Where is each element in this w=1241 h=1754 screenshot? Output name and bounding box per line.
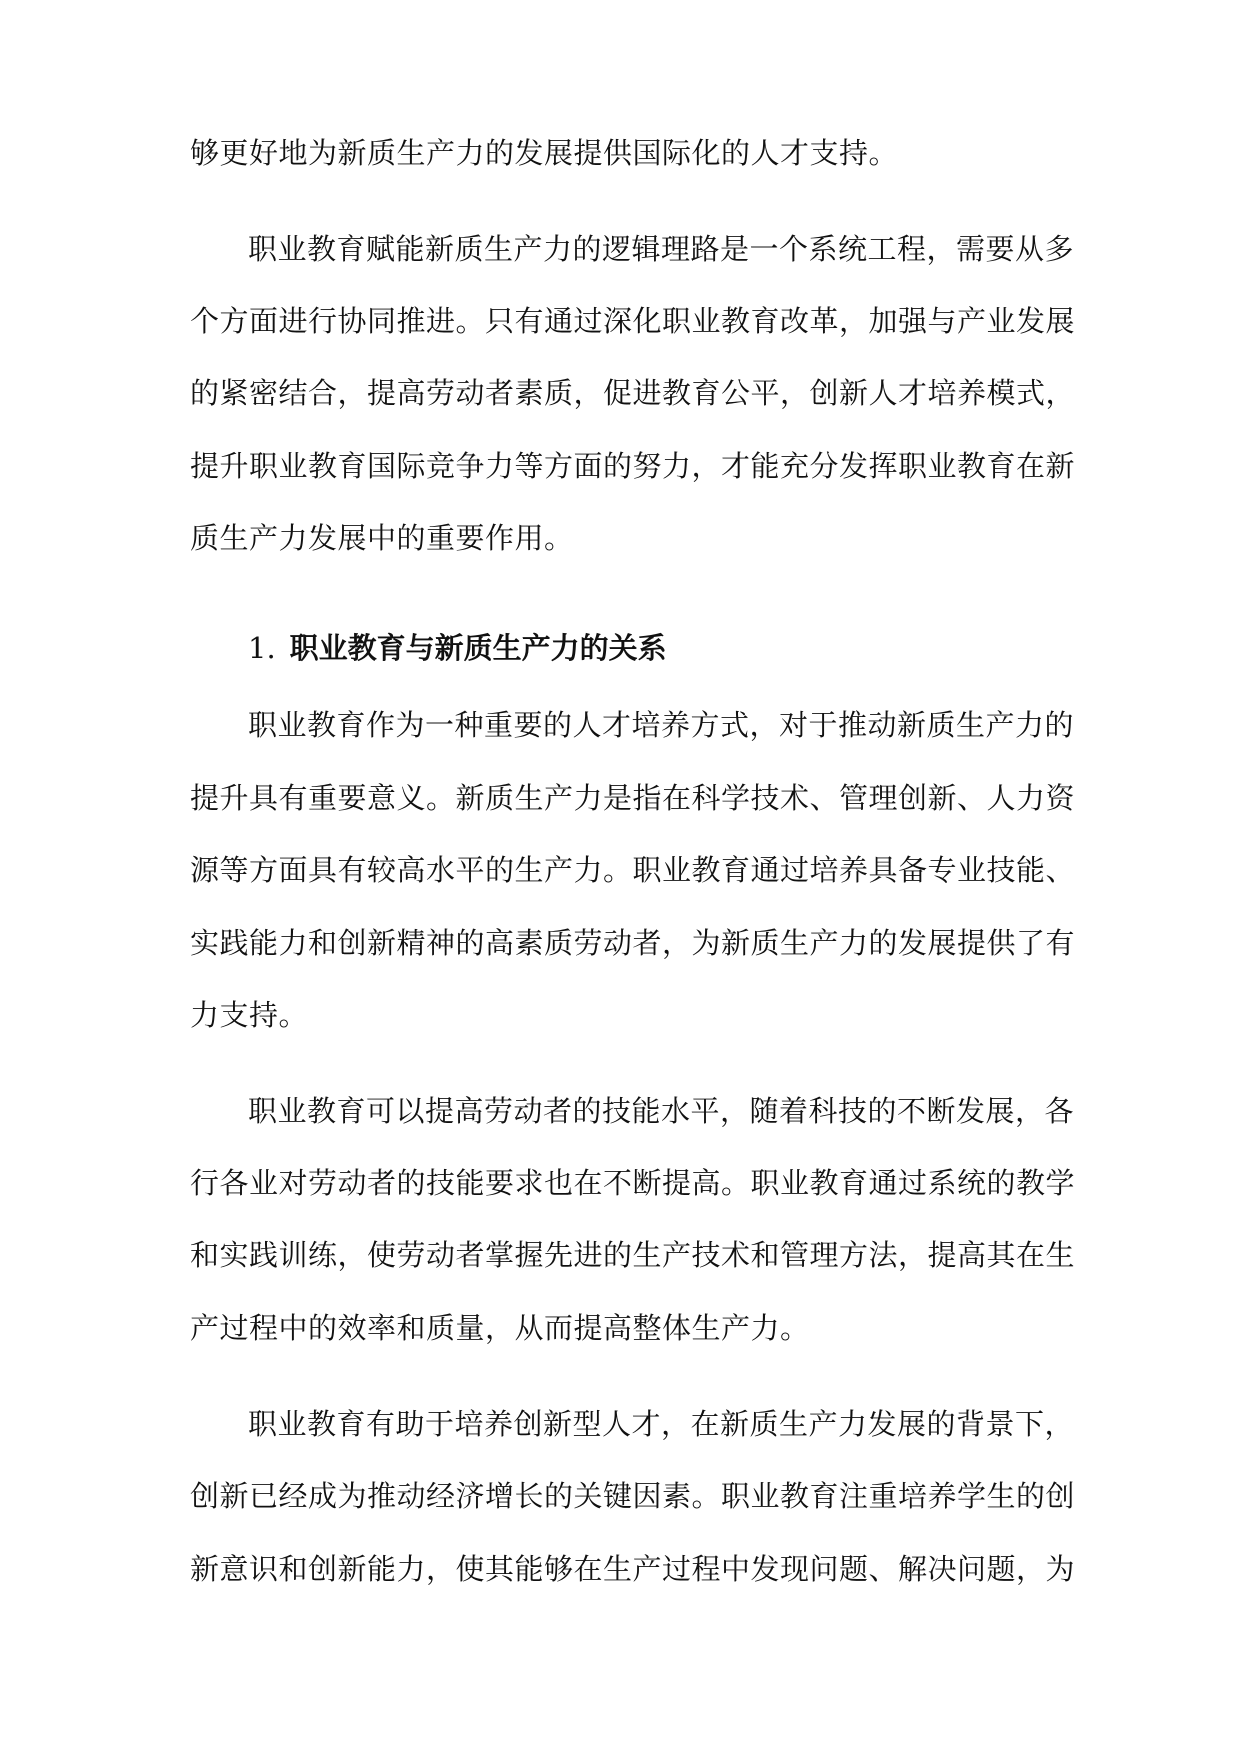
paragraph-line: 产过程中的效率和质量，从而提高整体生产力。 xyxy=(190,1311,810,1345)
paragraph-line: 实践能力和创新精神的高素质劳动者，为新质生产力的发展提供了有 xyxy=(190,926,1076,960)
section-heading xyxy=(248,628,667,668)
paragraph-line: 源等方面具有较高水平的生产力。职业教育通过培养具备专业技能、 xyxy=(190,853,1076,887)
paragraph-line: 行各业对劳动者的技能要求也在不断提高。职业教育通过系统的教学 xyxy=(190,1166,1076,1200)
paragraph-line: 个方面进行协同推进。只有通过深化职业教育改革，加强与产业发展 xyxy=(190,304,1076,338)
paragraph-line: 和实践训练，使劳动者掌握先进的生产技术和管理方法，提高其在生 xyxy=(190,1238,1076,1272)
paragraph-line: 够更好地为新质生产力的发展提供国际化的人才支持。 xyxy=(190,136,899,170)
paragraph-line: 创新已经成为推动经济增长的关键因素。职业教育注重培养学生的创 xyxy=(190,1479,1076,1513)
paragraph-line: 质生产力发展中的重要作用。 xyxy=(190,521,574,555)
paragraph-line: 的紧密结合，提高劳动者素质，促进教育公平，创新人才培养模式， xyxy=(190,376,1076,410)
paragraph-line: 职业教育可以提高劳动者的技能水平，随着科技的不断发展，各 xyxy=(248,1094,1075,1128)
paragraph-line: 提升职业教育国际竞争力等方面的努力，才能充分发挥职业教育在新 xyxy=(190,449,1076,483)
section-number: 1. xyxy=(248,631,276,665)
paragraph-line: 新意识和创新能力，使其能够在生产过程中发现问题、解决问题，为 xyxy=(190,1552,1076,1586)
paragraph-line: 职业教育作为一种重要的人才培养方式，对于推动新质生产力的 xyxy=(248,708,1075,742)
section-title: 职业教育与新质生产力的关系 xyxy=(289,631,667,665)
paragraph-line: 职业教育赋能新质生产力的逻辑理路是一个系统工程，需要从多 xyxy=(248,232,1075,266)
paragraph-line: 力支持。 xyxy=(190,998,309,1032)
paragraph-line: 提升具有重要意义。新质生产力是指在科学技术、管理创新、人力资 xyxy=(190,781,1076,815)
paragraph-line: 职业教育有助于培养创新型人才，在新质生产力发展的背景下， xyxy=(248,1407,1075,1441)
